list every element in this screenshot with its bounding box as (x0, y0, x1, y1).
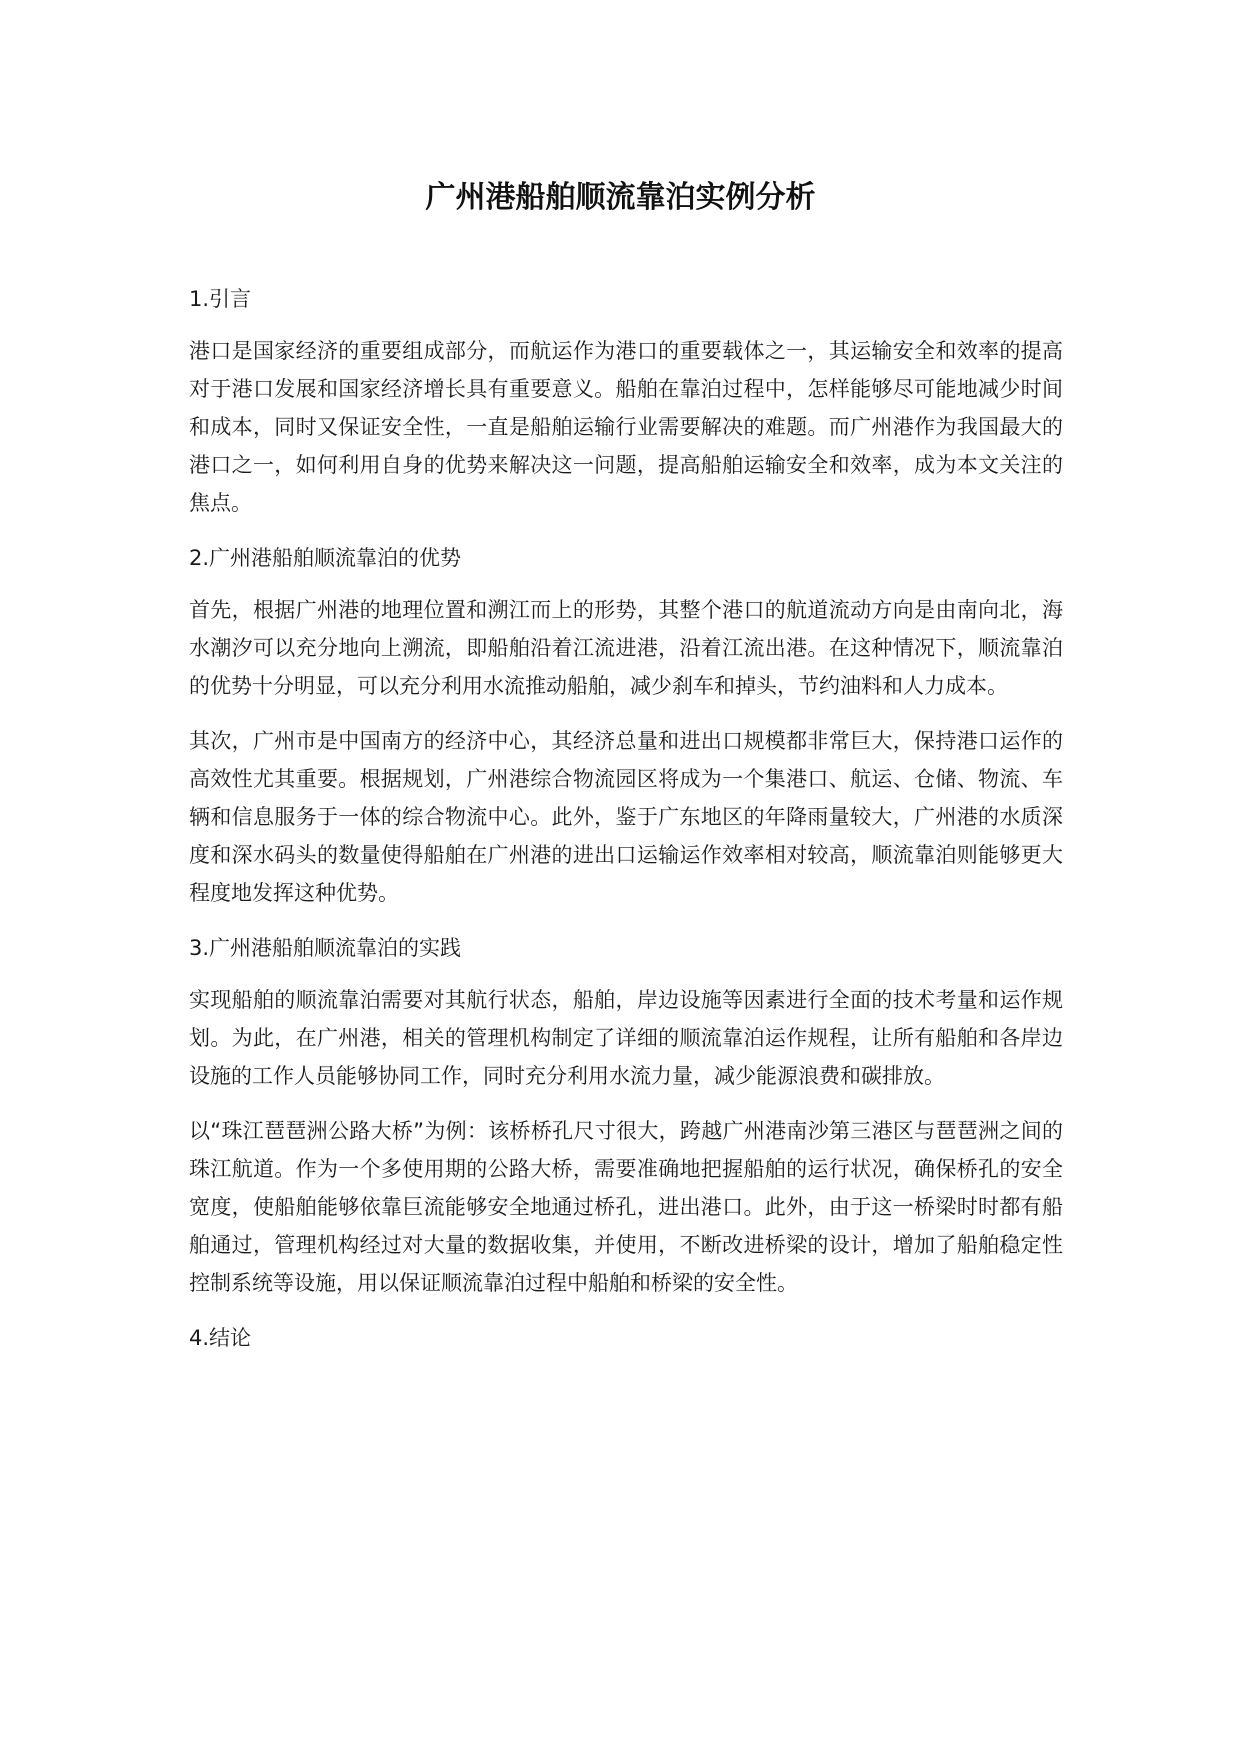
paragraph: 港口是国家经济的重要组成部分，而航运作为港口的重要载体之一，其运输安全和效率的提高对于港口发展和国家经济增长具有重要意义。船舶在靠泊过程中，怎样能够尽可能地减少时间和成本，同时又保证安全性，一直是船舶运输行业需要解决的难题。而广州港作为我国最大的港口之一，如何利用自身的优势来解决这一问题，提高船舶运输安全和效率，成为本文关注的焦点。 (189, 339, 1063, 515)
paragraph: 实现船舶的顺流靠泊需要对其航行状态，船舶，岸边设施等因素进行全面的技术考量和运作规划。为此，在广州港，相关的管理机构制定了详细的顺流靠泊运作规程，让所有船舶和各岸边设施的工作人员能够协同工作，同时充分利用水流力量，减少能源浪费和碳排放。 (189, 988, 1063, 1088)
document-body (189, 280, 1063, 1371)
paragraph: 其次，广州市是中国南方的经济中心，其经济总量和进出口规模都非常巨大，保持港口运作的高效性尤其重要。根据规划，广州港综合物流园区将成为一个集港口、航运、仓储、物流、车辆和信息服务于一体的综合物流中心。此外，鉴于广东地区的年降雨量较大，广州港的水质深度和深水码头的数量使得船舶在广州港的进出口运输运作效率相对较高，顺流靠泊则能够更大程度地发挥这种优势。 (189, 729, 1063, 905)
paragraph: 首先，根据广州港的地理位置和溯江而上的形势，其整个港口的航道流动方向是由南向北，海水潮汐可以充分地向上溯流，即船舶沿着江流进港，沿着江流出港。在这种情况下，顺流靠泊的优势十分明显，可以充分利用水流推动船舶，减少刹车和掉头，节约油料和人力成本。 (189, 598, 1063, 698)
section-practice (189, 929, 1063, 1302)
section-heading: 2.广州港船舶顺流靠泊的优势 (189, 546, 462, 570)
section-advantages (189, 539, 1063, 912)
section-conclusion (189, 1319, 1063, 1357)
document-title: 广州港船舶顺流靠泊实例分析 (425, 180, 816, 215)
paragraph: 以“珠江琶琶洲公路大桥”为例：该桥桥孔尺寸很大，跨越广州港南沙第三港区与琶琶洲之间的珠江航道。作为一个多使用期的公路大桥，需要准确地把握船舶的运行状况，确保桥孔的安全宽度，使船舶能够依靠巨流能够安全地通过桥孔，进出港口。此外，由于这一桥梁时时都有船舶通过，管理机构经过对大量的数据收集，并使用，不断改进桥梁的设计，增加了船舶稳定性控制系统等设施，用以保证顺流靠泊过程中船舶和桥梁的安全性。 (189, 1119, 1063, 1295)
section-heading: 1.引言 (189, 287, 252, 311)
section-introduction (189, 280, 1063, 522)
section-heading: 3.广州港船舶顺流靠泊的实践 (189, 936, 462, 960)
section-heading: 4.结论 (189, 1326, 252, 1350)
